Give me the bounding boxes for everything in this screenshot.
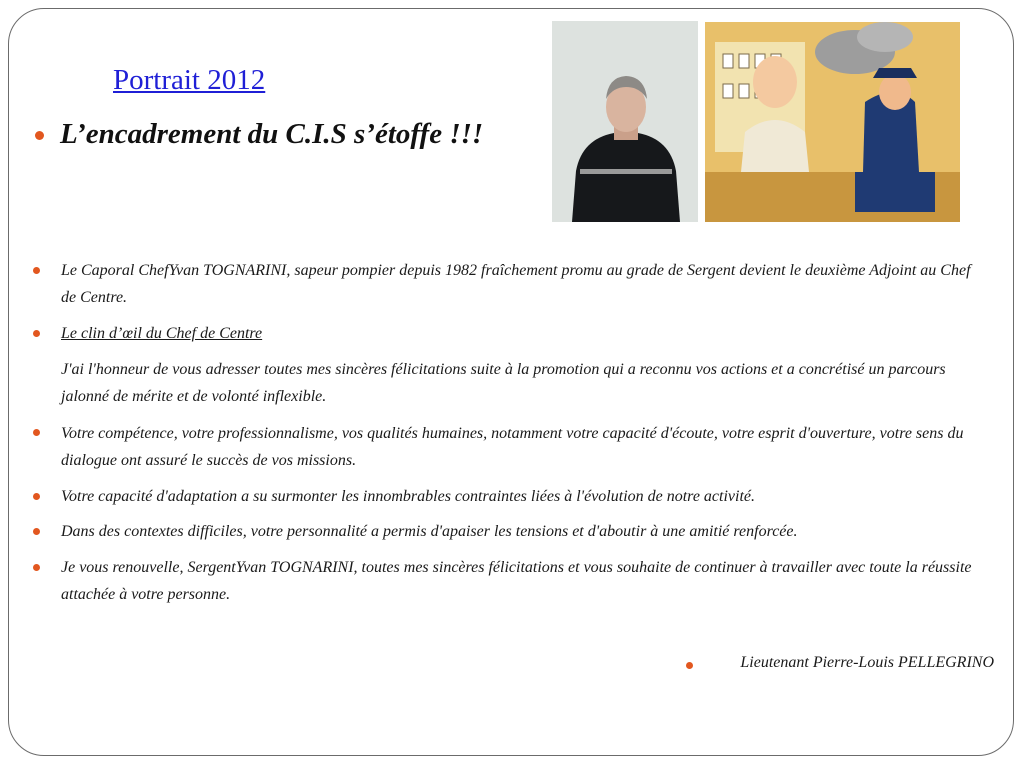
page-heading: L’encadrement du C.I.S s’étoffe !!! [60, 118, 484, 150]
signature: Lieutenant Pierre-Louis PELLEGRINO [740, 654, 994, 671]
comic-illustration [705, 22, 960, 222]
heading-bullet-icon [35, 131, 44, 140]
comic-graphic [705, 22, 960, 222]
paragraph-renouvelle: Je vous renouvelle, SergentYvan TOGNARINI, toutes mes sincères félicitations et vous souhaite de continuer à travailler avec toute la réussite attachée à votre personne. [61, 559, 972, 603]
portrait-title-link[interactable]: Portrait 2012 [113, 64, 266, 96]
paragraph-adaptation: Votre capacité d'adaptation a su surmonter les innombrables contraintes liées à l'évolution de notre activité. [61, 488, 755, 505]
paragraph-promotion: Le Caporal ChefYvan TOGNARINI, sapeur pompier depuis 1982 fraîchement promu au grade de Sergent devient le deuxième Adjoint au Chef de Centre. [61, 262, 971, 306]
portrait-photo-graphic [552, 21, 698, 222]
paragraph-bullet-icon [33, 528, 40, 535]
signature-bullet-icon [686, 662, 693, 669]
paragraph-bullet-icon [33, 429, 40, 436]
paragraph-bullet-icon [33, 330, 40, 337]
portrait-photo [552, 21, 698, 222]
paragraph-contextes: Dans des contextes difficiles, votre personnalité a permis d'apaiser les tensions et d'aboutir à une amitié renforcée. [61, 523, 798, 540]
section-heading-clin-doeil: Le clin d’œil du Chef de Centre [61, 325, 263, 342]
paragraph-competence: Votre compétence, votre professionnalisme, vos qualités humaines, notamment votre capacité d'écoute, votre esprit d'ouverture, votre sens du dialogue ont assuré le succès de vos missions. [61, 425, 964, 469]
paragraph-honneur: J'ai l'honneur de vous adresser toutes mes sincères félicitations suite à la promotion qui a reconnu vos actions et a concrétisé un parcours jalonné de mérite et de volonté inflexible. [61, 361, 946, 405]
paragraph-bullet-icon [33, 493, 40, 500]
paragraph-bullet-icon [33, 267, 40, 274]
paragraph-bullet-icon [33, 564, 40, 571]
